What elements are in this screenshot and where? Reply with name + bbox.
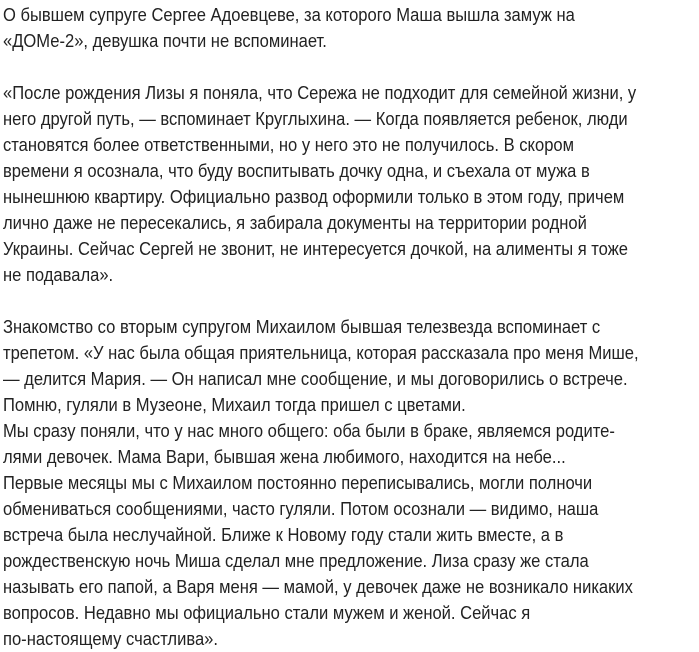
paragraph-intro xyxy=(3,2,699,54)
paragraph-second-marriage xyxy=(3,314,699,652)
text-line: нынешнюю квартиру. Официально развод оформили только в этом году, причем xyxy=(3,187,625,207)
text-line: вопросов. Недавно мы официально стали мужем и женой. Сейчас я xyxy=(3,603,531,623)
text-line: становятся более ответственными, но у него это не получилось. В скором xyxy=(3,135,575,155)
text-line: не подавала». xyxy=(3,265,114,285)
text-line: Помню, гуляли в Музеоне, Михаил тогда пришел с цветами. xyxy=(3,395,466,415)
text-line: рождественскую ночь Миша сделал мне предложение. Лиза сразу же стала xyxy=(3,551,589,571)
text-line: лями девочек. Мама Вари, бывшая жена любимого, находится на небе... xyxy=(3,447,566,467)
text-line: Мы сразу поняли, что у нас много общего: оба были в браке, являемся родите- xyxy=(3,421,615,441)
text-line: О бывшем супруге Сергее Адоевцеве, за которого Маша вышла замуж на xyxy=(3,5,575,25)
text-line: «После рождения Лизы я поняла, что Сережа не подходит для семейной жизни, у xyxy=(3,83,637,103)
text-line: обмениваться сообщениями, часто гуляли. Потом осознали — видимо, наша xyxy=(3,499,599,519)
text-line: лично даже не пересекались, я забирала документы на территории родной xyxy=(3,213,587,233)
text-line: по-настоящему счастлива». xyxy=(3,629,218,649)
text-line: называть его папой, а Варя меня — мамой, у девочек даже не возникало никаких xyxy=(3,577,633,597)
text-line: встреча была неслучайной. Ближе к Новому году стали жить вместе, а в xyxy=(3,525,564,545)
text-line: Украины. Сейчас Сергей не звонит, не интересуется дочкой, на алименты я тоже xyxy=(3,239,628,259)
text-line: Знакомство со вторым супругом Михаилом бывшая телезвезда вспоминает с xyxy=(3,317,601,337)
text-line: трепетом. «У нас была общая приятельница, которая рассказала про меня Мише, xyxy=(3,343,639,363)
text-line: «ДОМе-2», девушка почти не вспоминает. xyxy=(3,31,327,51)
text-line: времени я осознала, что буду воспитывать дочку одна, и съехала от мужа в xyxy=(3,161,590,181)
paragraph-quote-first-marriage xyxy=(3,80,699,288)
text-line: него другой путь, — вспоминает Круглыхина. — Когда появляется ребенок, люди xyxy=(3,109,628,129)
text-line: Первые месяцы мы с Михаилом постоянно переписывались, могли полночи xyxy=(3,473,593,493)
text-line: — делится Мария. — Он написал мне сообщение, и мы договорились о встрече. xyxy=(3,369,628,389)
